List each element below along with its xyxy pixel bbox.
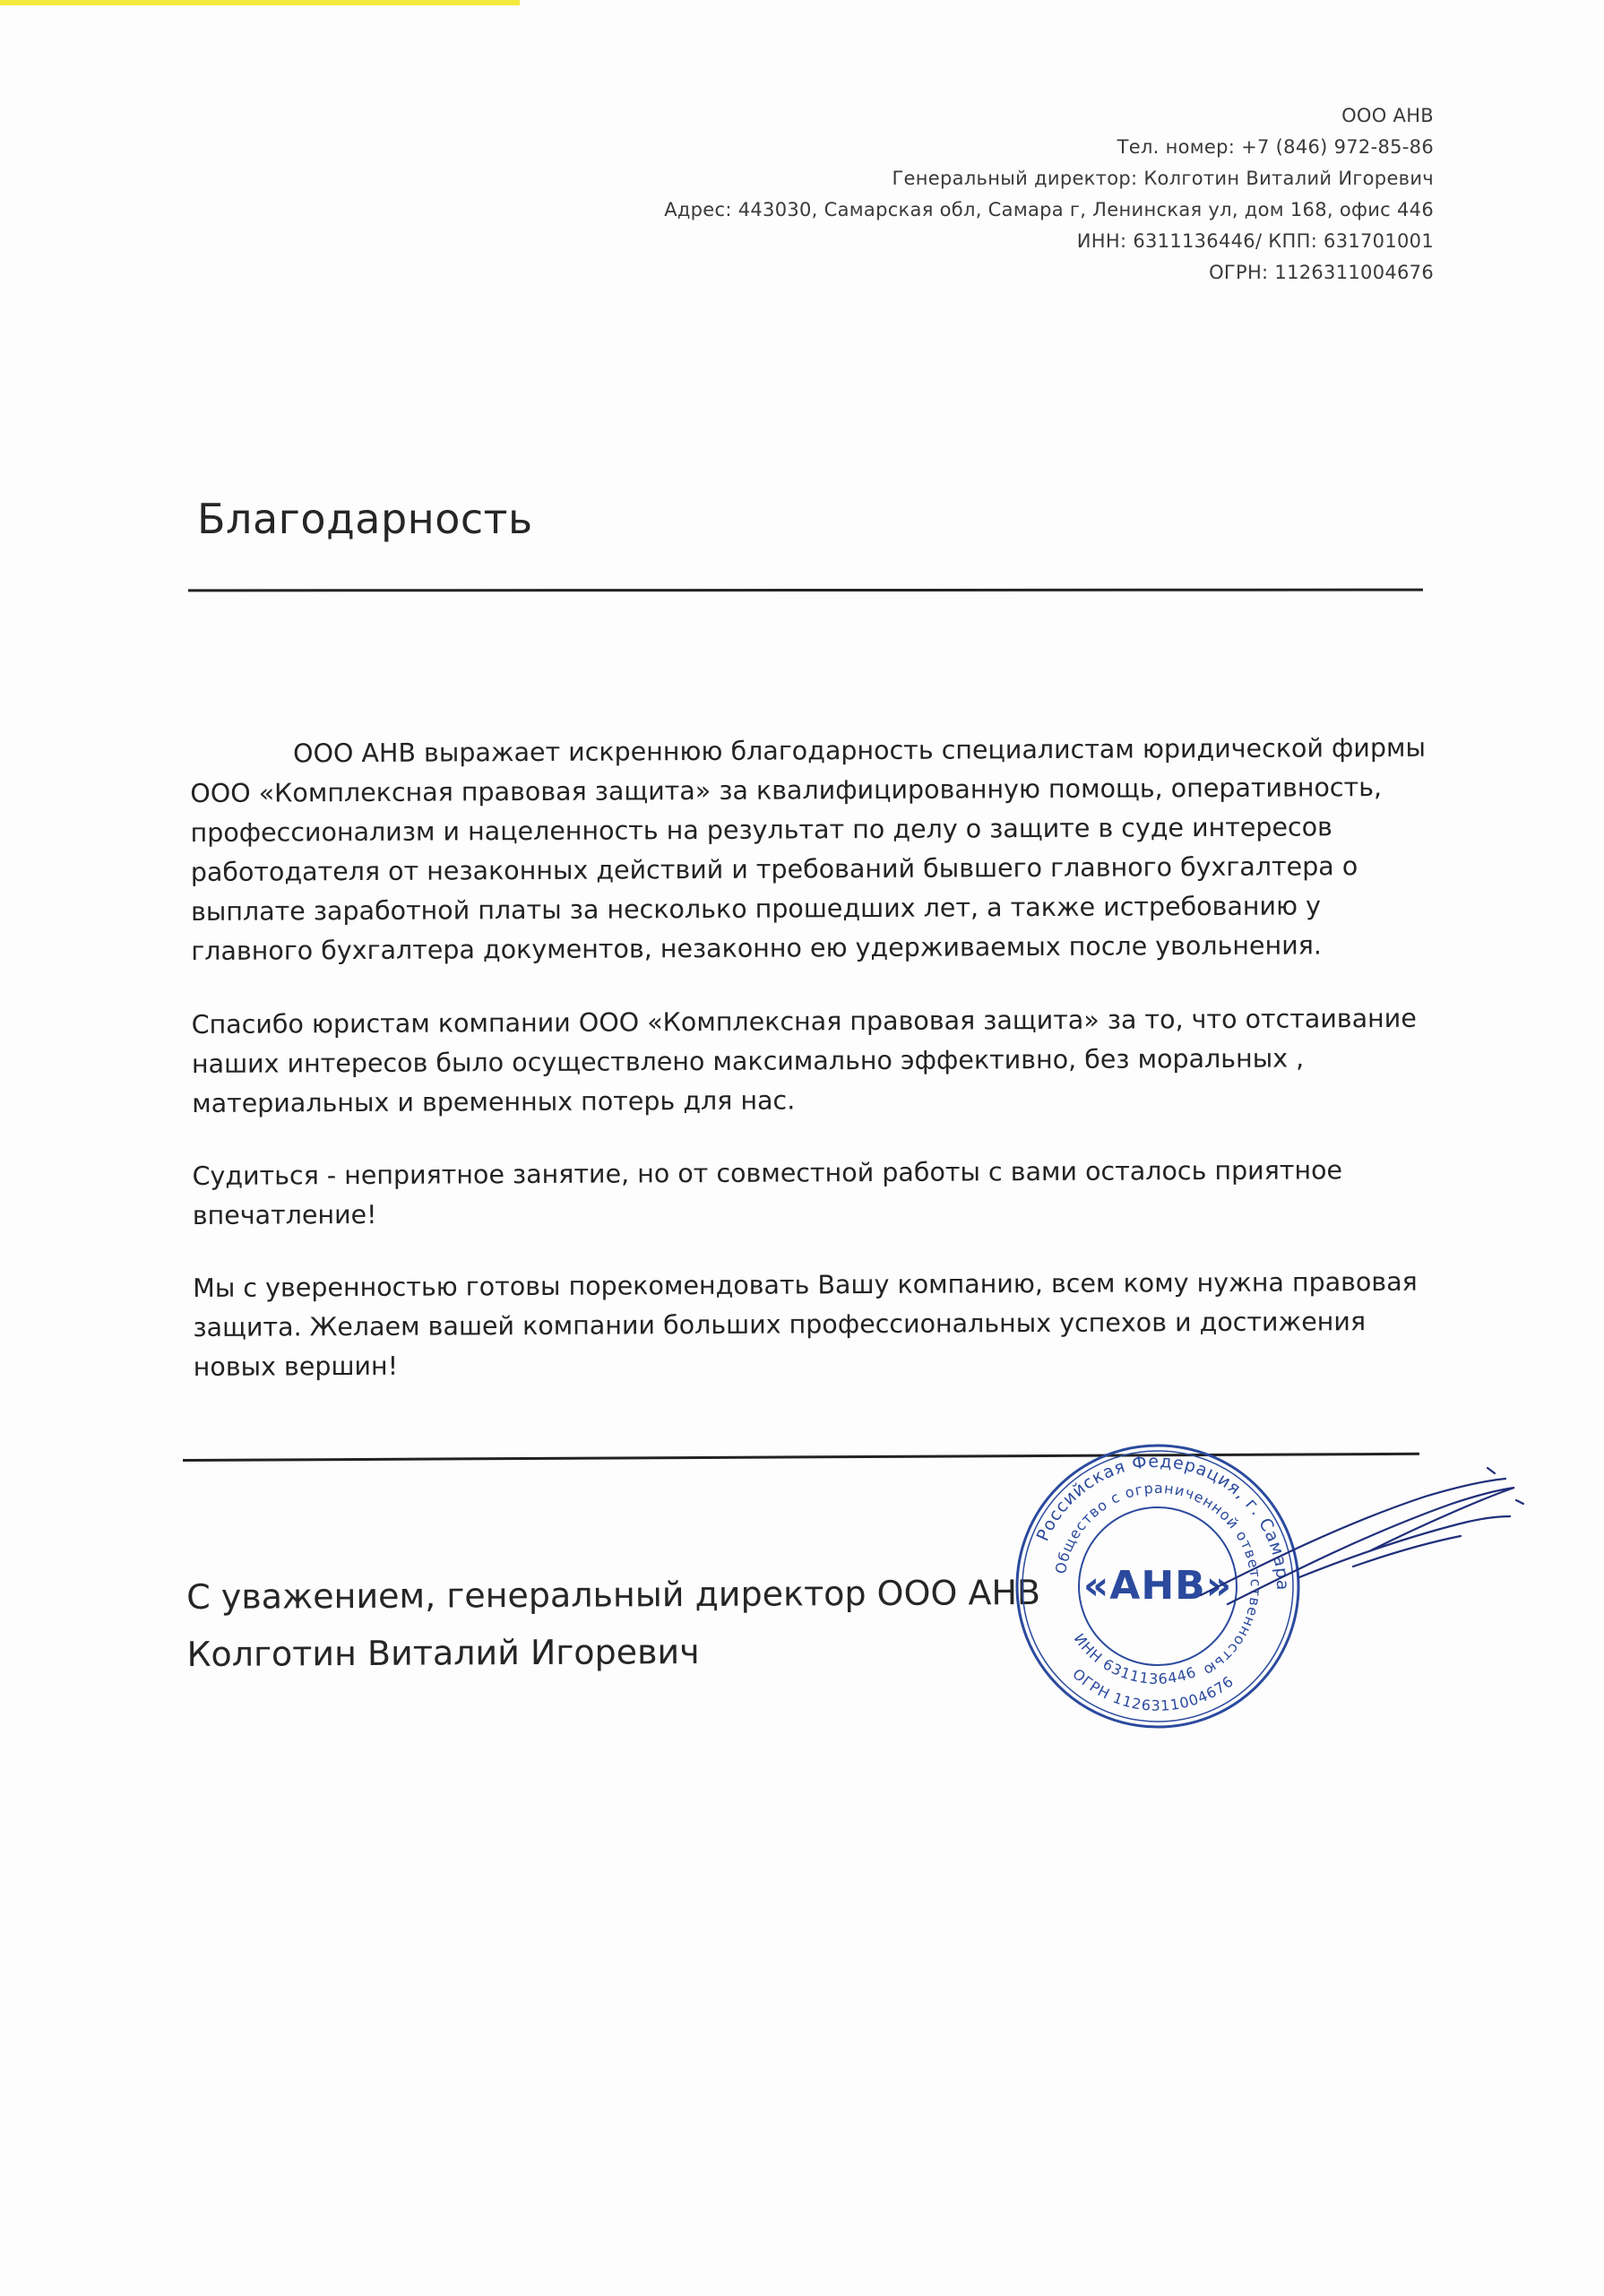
seal-inn-text: ИНН 6311136446	[1070, 1630, 1199, 1688]
seal-ogrn-text: ОГРН 1126311004676	[1069, 1665, 1237, 1714]
seal-outer-text: Российская Федерация, г. Самара	[1032, 1451, 1293, 1592]
body-paragraph: ООО АНВ выражает искреннюю благодарность специалистам юридической фирмы ООО «Комплексная правовая защита» за квалифицированную помощь, оперативность, профессионализм и нацеленность на результат по делу о защите в суде интересов работодателя от незаконных действий и требований бывшего главного бухгалтера о выплате заработной платы за несколько прошедших лет, а также истребованию у главного бухгалтера документов, незаконно ею удерживаемых после увольнения.	[190, 732, 1427, 966]
document-title: Благодарность	[197, 495, 533, 543]
seal-inner-text: Общество с ограниченной ответственностью	[1051, 1479, 1265, 1680]
header-company-name: ООО АНВ	[1341, 105, 1434, 126]
body-paragraph: Спасибо юристам компании ООО «Комплексная правовая защита» за то, что отстаивание наших интересов было осуществлено максимально эффективно, без моральных , материальных и временных потерь для нас.	[191, 1003, 1417, 1118]
header-ogrn: ОГРН: 1126311004676	[1209, 262, 1434, 283]
header-phone: Тел. номер: +7 (846) 972-85-86	[1117, 136, 1434, 158]
signatory-name: Колготин Виталий Игоревич	[186, 1632, 700, 1674]
director-signature	[1192, 1461, 1532, 1631]
body-paragraph: Судиться - неприятное занятие, но от совместной работы с вами осталось приятное впечатление!	[192, 1155, 1343, 1230]
body-paragraph: Мы с уверенностью готовы порекомендовать Вашу компанию, всем кому нужна правовая защита. Желаем вашей компании больших профессиональных успехов и достижения новых вершин!	[193, 1266, 1418, 1382]
closing-block	[186, 1564, 1041, 1683]
closing-regards: С уважением, генеральный директор ООО АНВ	[186, 1573, 1041, 1617]
title-divider	[188, 589, 1423, 592]
header-address: Адрес: 443030, Самарская обл, Самара г, Ленинская ул, дом 168, офис 446	[664, 199, 1434, 220]
company-header	[448, 100, 1434, 289]
seal-center-text: «АНВ»	[1082, 1563, 1233, 1609]
header-inn-kpp: ИНН: 6311136446/ КПП: 631701001	[1076, 230, 1434, 252]
header-director: Генеральный директор: Колготин Виталий Игоревич	[892, 168, 1434, 189]
scan-edge-mark	[0, 0, 520, 5]
letter-body	[190, 729, 1439, 1420]
